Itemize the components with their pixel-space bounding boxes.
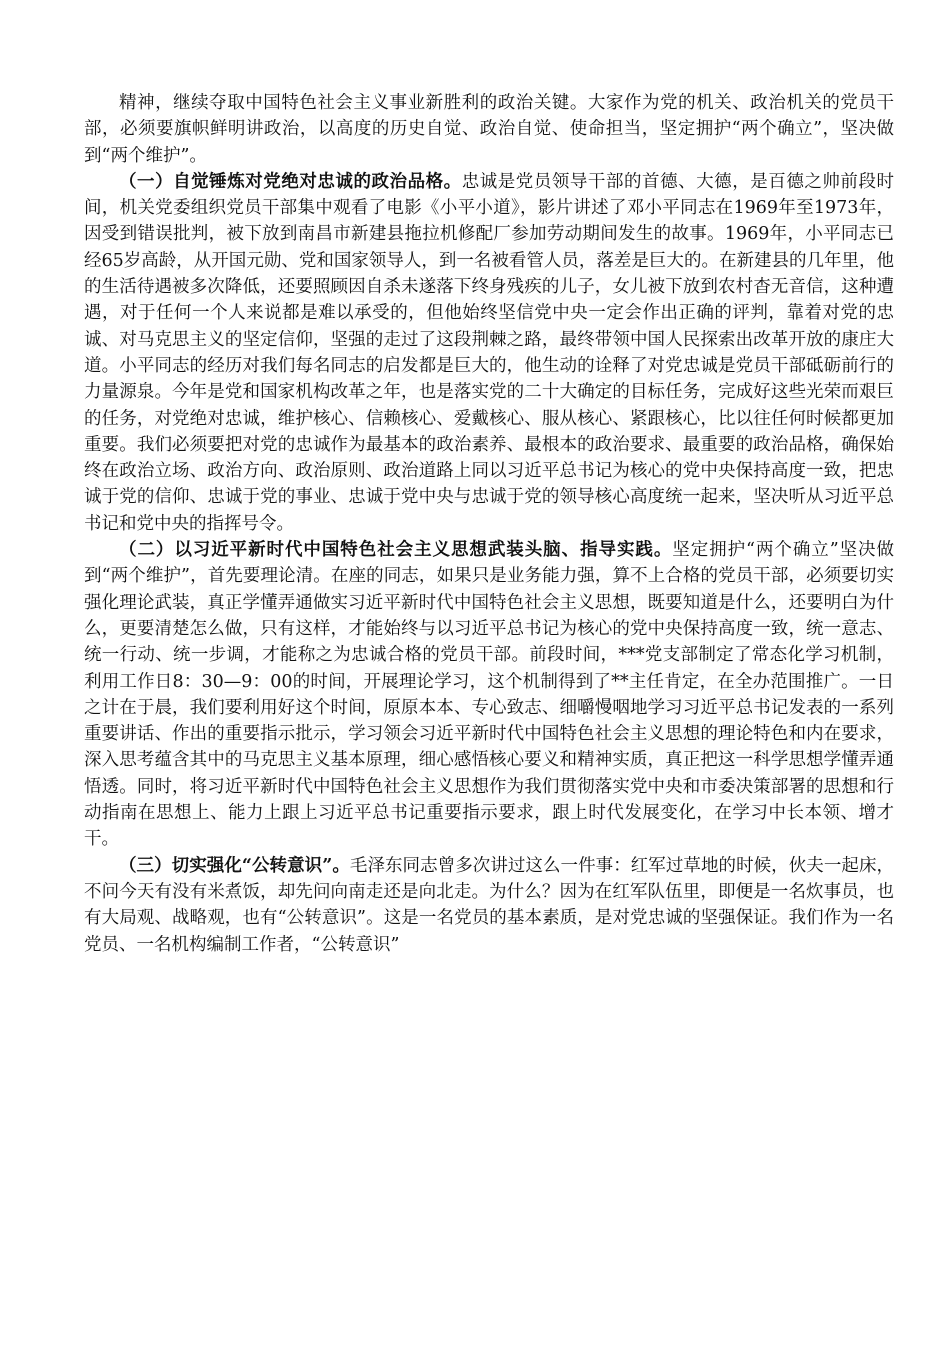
paragraph-intro — [84, 90, 894, 169]
section-heading-3: （三）切实强化“公转意识”。 — [119, 855, 350, 876]
paragraph-loyalty — [84, 169, 894, 537]
section-heading-2: （二）以习近平新时代中国特色社会主义思想武装头脑、指导实践。 — [119, 540, 673, 561]
paragraph-text: 忠诚是党员领导干部的首德、大德，是百德之帅前段时间，机关党委组织党员干部集中观看了电影《小平小道》，影片讲述了邓小平同志在1969年至1973年，因受到错误批判，被下放到南昌市新建县拖拉机修配厂参加劳动期间发生的故事。1969年，小平同志已经65岁高龄，从开国元勋、党和国家领导人，到一名被看管人员，落差是巨大的。在新建县的几年里，他的生活待遇被多次降低，还要照顾因自杀未遂落下终身残疾的儿子，女儿被下放到农村杳无音信，这种遭遇，对于任何一个人来说都是难以承受的，但他始终坚信党中央一定会作出正确的评判，靠着对党的忠诚、对马克思主义的坚定信仰，坚强的走过了这段荆棘之路，最终带领中国人民探索出改革开放的康庄大道。小平同志的经历对我们每名同志的启发都是巨大的，他生动的诠释了对党忠诚是党员干部砥砺前行的力量源泉。今年是党和国家机构改革之年，也是落实党的二十大确定的目标任务，完成好这些光荣而艰巨的任务，对党绝对忠诚，维护核心、信赖核心、爱戴核心、服从核心、紧跟核心，比以往任何时候都更加重要。我们必须要把对党的忠诚作为最基本的政治素养、最根本的政治要求、最重要的政治品格，确保始终在政治立场、政治方向、政治原则、政治道路上同以习近平总书记为核心的党中央保持高度一致，把忠诚于党的信仰、忠诚于党的事业、忠诚于党中央与忠诚于党的领导核心高度统一起来，坚决听从习近平总书记和党中央的指挥号令。 — [84, 171, 895, 534]
section-heading-1: （一）自觉锤炼对党绝对忠诚的政治品格。 — [119, 171, 462, 192]
paragraph-theory — [84, 537, 894, 853]
document-body — [84, 90, 894, 958]
paragraph-revolution-awareness — [84, 853, 894, 958]
paragraph-text: 毛泽东同志曾多次讲过这么一件事：红军过草地的时候，伙夫一起床，不问今天有没有米煮饭，却先问向南走还是向北走。为什么？因为在红军队伍里，即便是一名炊事员，也有大局观、战略观，也有“公转意识”。这是一名党员的基本素质，是对党忠诚的坚强保证。我们作为一名党员、一名机构编制工作者，“公转意识” — [84, 855, 894, 955]
paragraph-text: 精神，继续夺取中国特色社会主义事业新胜利的政治关键。大家作为党的机关、政治机关的党员干部，必须要旗帜鲜明讲政治，以高度的历史自觉、政治自觉、使命担当，坚定拥护“两个确立”，坚决做到“两个维护”。 — [84, 93, 894, 166]
paragraph-text: 坚定拥护“两个确立”坚决做到“两个维护”，首先要理论清。在座的同志，如果只是业务能力强，算不上合格的党员干部，必须要切实强化理论武装，真正学懂弄通做实习近平新时代中国特色社会主义思想，既要知道是什么，还要明白为什么，更要清楚怎么做，只有这样，才能始终与以习近平总书记为核心的党中央保持高度一致，统一意志、统一行动、统一步调，才能称之为忠诚合格的党员干部。前段时间，***党支部制定了常态化学习机制，利用工作日8：30—9：00的时间，开展理论学习，这个机制得到了**主任肯定，在全办范围推广。一日之计在于晨，我们要利用好这个时间，原原本本、专心致志、细嚼慢咽地学习习近平总书记发表的一系列重要讲话、作出的重要指示批示，学习领会习近平新时代中国特色社会主义思想的理论特色和内在要求，深入思考蕴含其中的马克思主义基本原理，细心感悟核心要义和精神实质，真正把这一科学思想学懂弄通悟透。同时，将习近平新时代中国特色社会主义思想作为我们贯彻落实党中央和市委决策部署的思想和行动指南在思想上、能力上跟上习近平总书记重要指示要求，跟上时代发展变化，在学习中长本领、增才干。 — [84, 540, 894, 850]
